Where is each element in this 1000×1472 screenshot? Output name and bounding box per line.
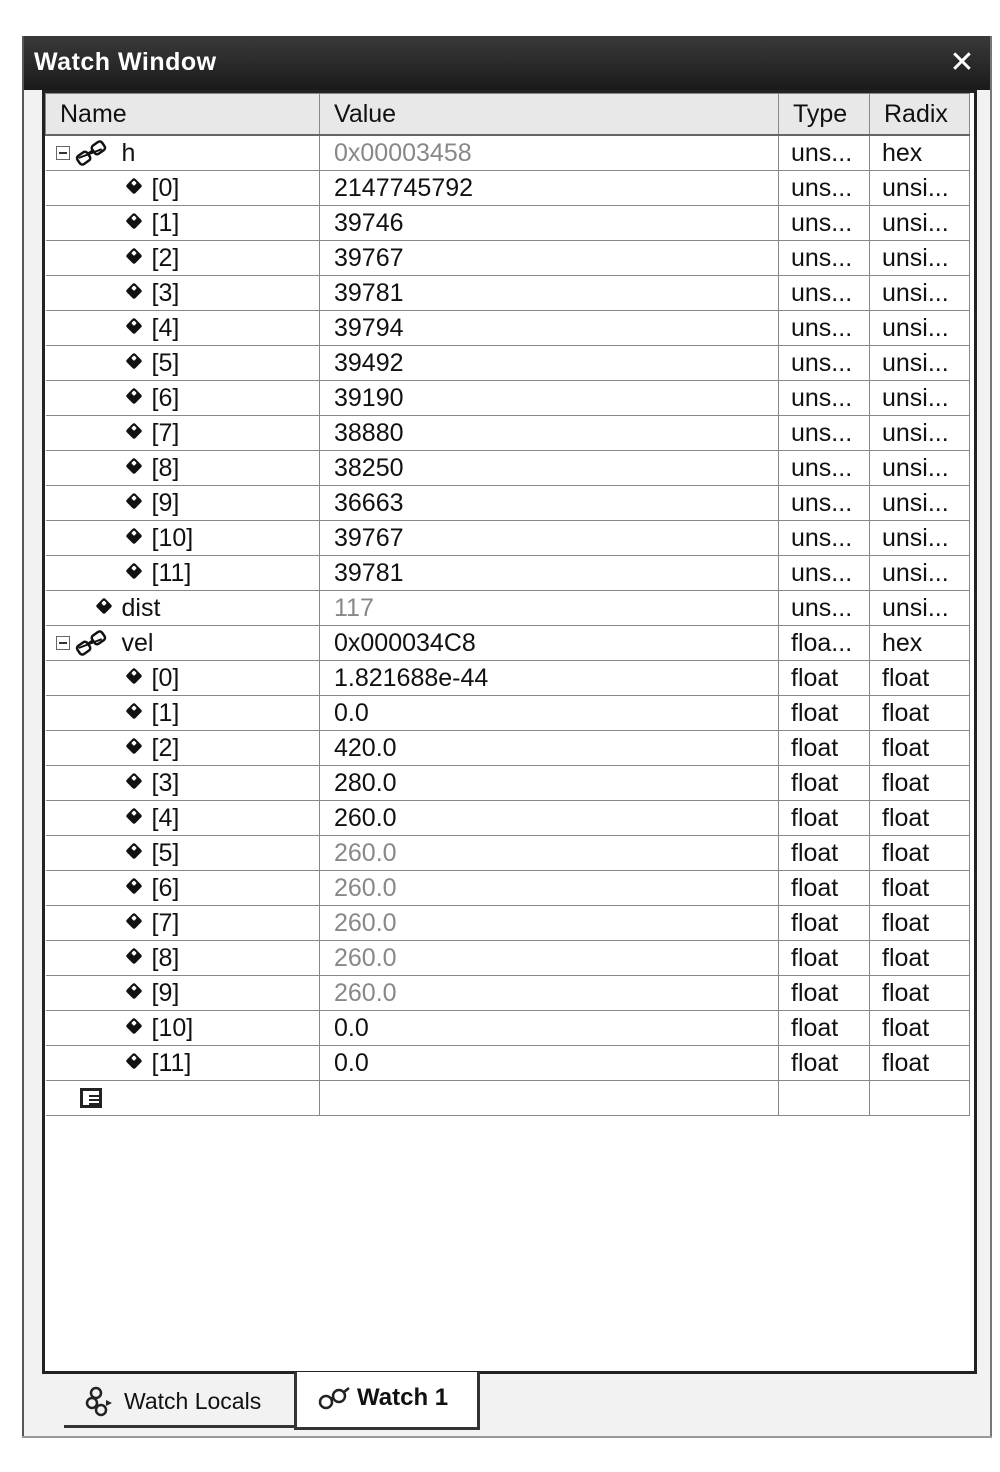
element-diamond-icon xyxy=(125,493,142,510)
cell-radix[interactable]: unsi... xyxy=(870,276,970,311)
table-row[interactable] xyxy=(46,381,970,416)
watch-glasses-icon xyxy=(74,629,108,657)
element-index: [9] xyxy=(151,489,180,517)
cell-radix[interactable]: float xyxy=(870,801,970,836)
element-diamond-icon xyxy=(125,318,142,335)
cell-radix[interactable]: unsi... xyxy=(870,591,970,626)
cell-name[interactable] xyxy=(46,906,320,941)
cell-radix[interactable]: float xyxy=(870,696,970,731)
cell-radix[interactable]: float xyxy=(870,766,970,801)
cell-name[interactable] xyxy=(46,801,320,836)
cell-type: float xyxy=(779,801,870,836)
cell-radix[interactable]: float xyxy=(870,1011,970,1046)
cell-value[interactable]: 260.0 xyxy=(320,801,779,836)
cell-value[interactable]: 39746 xyxy=(320,206,779,241)
table-row[interactable] xyxy=(46,416,970,451)
cell-type: floa... xyxy=(779,626,870,661)
cell-type: float xyxy=(779,766,870,801)
cell-value[interactable]: 280.0 xyxy=(320,766,779,801)
cell-value[interactable]: 260.0 xyxy=(320,906,779,941)
element-diamond-icon xyxy=(125,878,142,895)
element-index: [7] xyxy=(151,909,180,937)
element-index: [2] xyxy=(151,734,180,762)
cell-value[interactable]: 38250 xyxy=(320,451,779,486)
watch-locals-icon xyxy=(84,1386,118,1418)
table-row[interactable] xyxy=(46,871,970,906)
cell-name[interactable] xyxy=(46,1011,320,1046)
cell-name[interactable] xyxy=(46,871,320,906)
element-index: [8] xyxy=(151,944,180,972)
cell-type: uns... xyxy=(779,381,870,416)
watch-glasses-icon xyxy=(317,1382,351,1414)
element-diamond-icon xyxy=(125,668,142,685)
cell-name[interactable] xyxy=(46,135,320,171)
cell-value[interactable]: 260.0 xyxy=(320,871,779,906)
element-diamond-icon xyxy=(125,703,142,720)
cell-value[interactable]: 39781 xyxy=(320,276,779,311)
cell-type: uns... xyxy=(779,486,870,521)
cell-radix[interactable]: float xyxy=(870,976,970,1011)
element-diamond-icon xyxy=(125,563,142,580)
cell-value[interactable]: 39767 xyxy=(320,241,779,276)
table-row[interactable] xyxy=(46,556,970,591)
cell-name[interactable] xyxy=(46,556,320,591)
tab-watch-locals-label: Watch Locals xyxy=(124,1388,262,1414)
tab-watch-1-label: Watch 1 xyxy=(357,1384,449,1411)
element-index: [2] xyxy=(151,244,180,272)
cell-name[interactable] xyxy=(46,1081,320,1116)
cell-radix[interactable]: hex xyxy=(870,626,970,661)
cell-name[interactable] xyxy=(46,976,320,1011)
element-index: [3] xyxy=(151,279,180,307)
variable-diamond-icon xyxy=(95,598,112,615)
cell-type: float xyxy=(779,696,870,731)
column-header-value[interactable]: Value xyxy=(320,94,779,136)
element-index: [3] xyxy=(151,769,180,797)
table-row[interactable] xyxy=(46,801,970,836)
element-diamond-icon xyxy=(125,738,142,755)
watch-glasses-icon xyxy=(74,139,108,167)
element-index: [0] xyxy=(151,174,180,202)
cell-radix[interactable]: unsi... xyxy=(870,556,970,591)
cell-name[interactable] xyxy=(46,696,320,731)
element-index: [11] xyxy=(151,1049,192,1077)
element-index: [10] xyxy=(151,524,194,552)
element-diamond-icon xyxy=(125,773,142,790)
cell-value[interactable]: 39190 xyxy=(320,381,779,416)
element-diamond-icon xyxy=(125,213,142,230)
cell-radix[interactable]: unsi... xyxy=(870,521,970,556)
variable-name: vel xyxy=(121,629,154,657)
cell-radix[interactable]: float xyxy=(870,871,970,906)
cell-radix[interactable]: float xyxy=(870,906,970,941)
cell-name[interactable] xyxy=(46,661,320,696)
element-index: [4] xyxy=(151,314,180,342)
variable-name: dist xyxy=(121,594,161,622)
cell-name[interactable] xyxy=(46,731,320,766)
cell-radix[interactable]: unsi... xyxy=(870,416,970,451)
cell-name[interactable] xyxy=(46,171,320,206)
cell-radix[interactable]: float xyxy=(870,731,970,766)
table-row[interactable] xyxy=(46,731,970,766)
cell-name[interactable] xyxy=(46,591,320,626)
cell-type: uns... xyxy=(779,591,870,626)
table-row[interactable] xyxy=(46,171,970,206)
element-diamond-icon xyxy=(125,353,142,370)
element-diamond-icon xyxy=(125,388,142,405)
cell-name[interactable] xyxy=(46,241,320,276)
element-diamond-icon xyxy=(125,983,142,1000)
cell-name[interactable] xyxy=(46,486,320,521)
element-diamond-icon xyxy=(125,423,142,440)
element-index: [6] xyxy=(151,384,180,412)
table-row[interactable] xyxy=(46,626,970,661)
element-index: [8] xyxy=(151,454,180,482)
cell-value[interactable]: 420.0 xyxy=(320,731,779,766)
element-diamond-icon xyxy=(125,178,142,195)
table-row[interactable] xyxy=(46,906,970,941)
cell-type: uns... xyxy=(779,451,870,486)
cell-type: float xyxy=(779,1011,870,1046)
table-row[interactable] xyxy=(46,1011,970,1046)
element-diamond-icon xyxy=(125,808,142,825)
table-row[interactable] xyxy=(46,311,970,346)
cell-type: uns... xyxy=(779,241,870,276)
cell-type: uns... xyxy=(779,556,870,591)
cell-name[interactable] xyxy=(46,766,320,801)
element-index: [1] xyxy=(151,699,180,727)
element-index: [4] xyxy=(151,804,180,832)
cell-value[interactable]: 39794 xyxy=(320,311,779,346)
cell-value[interactable]: 39781 xyxy=(320,556,779,591)
table-row[interactable] xyxy=(46,346,970,381)
watch-table xyxy=(45,93,970,1116)
element-diamond-icon xyxy=(125,948,142,965)
collapse-icon[interactable] xyxy=(56,636,70,650)
cell-type: uns... xyxy=(779,311,870,346)
element-diamond-icon xyxy=(125,528,142,545)
table-row[interactable] xyxy=(46,1081,970,1116)
element-diamond-icon xyxy=(125,458,142,475)
column-header-type[interactable]: Type xyxy=(779,94,870,136)
table-row[interactable] xyxy=(46,451,970,486)
cell-name[interactable] xyxy=(46,416,320,451)
cell-type: uns... xyxy=(779,346,870,381)
table-row[interactable] xyxy=(46,521,970,556)
table-row[interactable] xyxy=(46,241,970,276)
element-index: [5] xyxy=(151,839,180,867)
cell-radix[interactable]: float xyxy=(870,941,970,976)
cell-radix[interactable]: unsi... xyxy=(870,241,970,276)
element-diamond-icon xyxy=(125,843,142,860)
cell-name[interactable] xyxy=(46,1046,320,1081)
cell-name[interactable] xyxy=(46,206,320,241)
window-title: Watch Window xyxy=(34,48,217,76)
element-index: [11] xyxy=(151,559,192,587)
cell-value[interactable]: 117 xyxy=(320,591,779,626)
cell-value[interactable]: 36663 xyxy=(320,486,779,521)
cell-name[interactable] xyxy=(46,521,320,556)
cell-value[interactable]: 39492 xyxy=(320,346,779,381)
cell-type: float xyxy=(779,906,870,941)
table-row[interactable] xyxy=(46,941,970,976)
cell-radix[interactable]: hex xyxy=(870,135,970,171)
cell-type: uns... xyxy=(779,416,870,451)
cell-name[interactable] xyxy=(46,276,320,311)
cell-radix[interactable]: unsi... xyxy=(870,311,970,346)
cell-radix[interactable]: unsi... xyxy=(870,486,970,521)
element-index: [1] xyxy=(151,209,180,237)
cell-value[interactable]: 39767 xyxy=(320,521,779,556)
cell-type: float xyxy=(779,661,870,696)
cell-radix[interactable]: float xyxy=(870,661,970,696)
cell-value[interactable]: 0x000034C8 xyxy=(320,626,779,661)
cell-name[interactable] xyxy=(46,311,320,346)
element-diamond-icon xyxy=(125,283,142,300)
element-diamond-icon xyxy=(125,1018,142,1035)
cell-value[interactable] xyxy=(320,1081,779,1116)
table-row[interactable] xyxy=(46,1046,970,1081)
new-watch-icon[interactable] xyxy=(80,1088,102,1108)
element-index: [6] xyxy=(151,874,180,902)
watch-window xyxy=(22,36,992,1436)
cell-type: float xyxy=(779,1046,870,1081)
column-header-name[interactable]: Name xyxy=(46,94,320,136)
cell-radix[interactable]: unsi... xyxy=(870,171,970,206)
close-icon[interactable]: ✕ xyxy=(949,46,975,79)
element-diamond-icon xyxy=(125,1053,142,1070)
cell-radix[interactable]: unsi... xyxy=(870,206,970,241)
tab-watch-1[interactable] xyxy=(294,1372,480,1430)
element-diamond-icon xyxy=(125,248,142,265)
cell-type: float xyxy=(779,976,870,1011)
cell-radix[interactable]: float xyxy=(870,1046,970,1081)
tab-watch-locals[interactable] xyxy=(64,1376,294,1428)
element-index: [9] xyxy=(151,979,180,1007)
cell-type: uns... xyxy=(779,206,870,241)
cell-value[interactable]: 0.0 xyxy=(320,696,779,731)
cell-type: uns... xyxy=(779,276,870,311)
column-header-radix[interactable]: Radix xyxy=(870,94,970,136)
cell-radix[interactable]: unsi... xyxy=(870,346,970,381)
table-header-row xyxy=(46,94,970,136)
cell-type: uns... xyxy=(779,171,870,206)
cell-value[interactable]: 2147745792 xyxy=(320,171,779,206)
tab-bar xyxy=(42,1374,977,1434)
table-row[interactable] xyxy=(46,591,970,626)
bottom-divider xyxy=(22,1436,992,1438)
watch-grid-panel xyxy=(42,90,977,1374)
cell-type: float xyxy=(779,941,870,976)
element-index: [7] xyxy=(151,419,180,447)
cell-name[interactable] xyxy=(46,836,320,871)
table-row[interactable] xyxy=(46,135,970,171)
cell-name[interactable] xyxy=(46,941,320,976)
cell-type: uns... xyxy=(779,521,870,556)
cell-type: float xyxy=(779,871,870,906)
table-row[interactable] xyxy=(46,976,970,1011)
variable-name: h xyxy=(121,139,136,167)
cell-radix[interactable] xyxy=(870,1081,970,1116)
element-index: [5] xyxy=(151,349,180,377)
table-row[interactable] xyxy=(46,486,970,521)
cell-value[interactable]: 0x00003458 xyxy=(320,135,779,171)
title-bar[interactable] xyxy=(24,36,990,90)
table-row[interactable] xyxy=(46,276,970,311)
cell-value[interactable]: 260.0 xyxy=(320,976,779,1011)
cell-type: uns... xyxy=(779,135,870,171)
cell-type: float xyxy=(779,731,870,766)
cell-type xyxy=(779,1081,870,1116)
cell-value[interactable]: 38880 xyxy=(320,416,779,451)
element-index: [0] xyxy=(151,664,180,692)
collapse-icon[interactable] xyxy=(56,146,70,160)
cell-value[interactable]: 0.0 xyxy=(320,1011,779,1046)
cell-radix[interactable]: unsi... xyxy=(870,381,970,416)
cell-radix[interactable]: unsi... xyxy=(870,451,970,486)
table-row[interactable] xyxy=(46,836,970,871)
cell-value[interactable]: 260.0 xyxy=(320,836,779,871)
table-row[interactable] xyxy=(46,661,970,696)
cell-name[interactable] xyxy=(46,451,320,486)
table-row[interactable] xyxy=(46,766,970,801)
cell-name[interactable] xyxy=(46,626,320,661)
cell-value[interactable]: 260.0 xyxy=(320,941,779,976)
element-diamond-icon xyxy=(125,913,142,930)
element-index: [10] xyxy=(151,1014,194,1042)
cell-radix[interactable]: float xyxy=(870,836,970,871)
cell-value[interactable]: 0.0 xyxy=(320,1046,779,1081)
table-row[interactable] xyxy=(46,206,970,241)
table-row[interactable] xyxy=(46,696,970,731)
cell-value[interactable]: 1.821688e-44 xyxy=(320,661,779,696)
cell-type: float xyxy=(779,836,870,871)
cell-name[interactable] xyxy=(46,381,320,416)
cell-name[interactable] xyxy=(46,346,320,381)
